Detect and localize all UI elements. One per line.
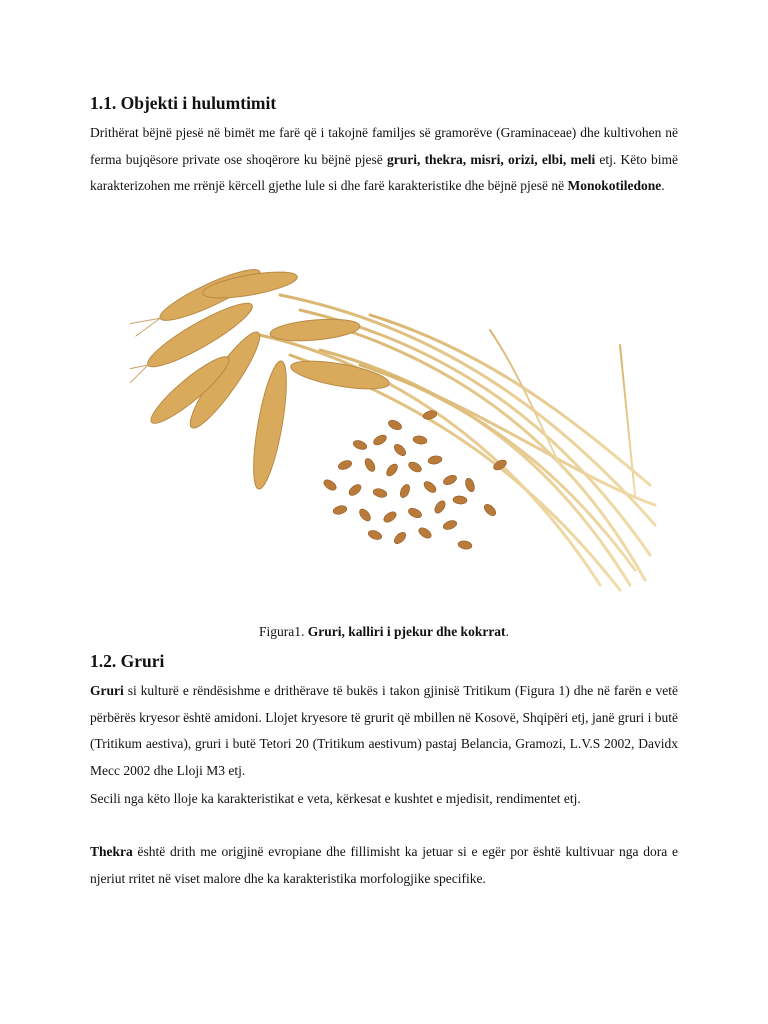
paragraph-thekra: Thekra është drith me origjinë evropiane dhe fillimisht ka jetuar si e egër por është kultivuar nga dora e njeriut rritet në viset malore dhe ka karakteristika morfologjike specifike.: [90, 844, 678, 886]
wheat-ears: [130, 262, 391, 491]
paragraph-gruri: Gruri si kulturë e rëndësishme e drithërave të bukës i takon gjinisë Tritikum (Figura 1) dhe në farën e vetë përbërës kryesor është amidoni. Llojet kryesore të grurit që mbillen në Kosovë, Shqipëri etj, janë gruri i butë (Tritikum aestiva), gruri i butë Tetori 20 (Tritikum aestivum) pastaj Belancia, Gramozi, L.V.S 2002, Davidx Mecc 2002 dhe Lloji M3 etj.: [90, 683, 678, 778]
wheat-kernels: [322, 409, 508, 550]
section-heading-gruri: 1.2. Gruri: [90, 651, 165, 671]
paragraph-secili: Secili nga këto lloje ka karakteristikat e veta, kërkesat e kushtet e mjedisit, rendimentet etj.: [90, 791, 581, 806]
wheat-figure: [130, 255, 660, 595]
figure-caption: Figura1. Gruri, kalliri i pjekur dhe kokrrat.: [259, 624, 509, 639]
wheat-illustration: [130, 255, 660, 595]
paragraph-drithera: Drithërat bëjnë pjesë në bimët me farë që i takojnë familjes së gramorëve (Graminaceae) dhe kultivohen në ferma bujqësore private ose shoqërore ku bëjnë pjesë gruri, thekra, misri, orizi, elbi, meli etj. Këto bimë karakterizohen me rrënjë kërcell gjethe lule si dhe farë karakteristike dhe bëjnë pjesë në Monokotiledone.: [90, 125, 678, 193]
section-heading-objekti: 1.1. Objekti i hulumtimit: [90, 93, 277, 113]
